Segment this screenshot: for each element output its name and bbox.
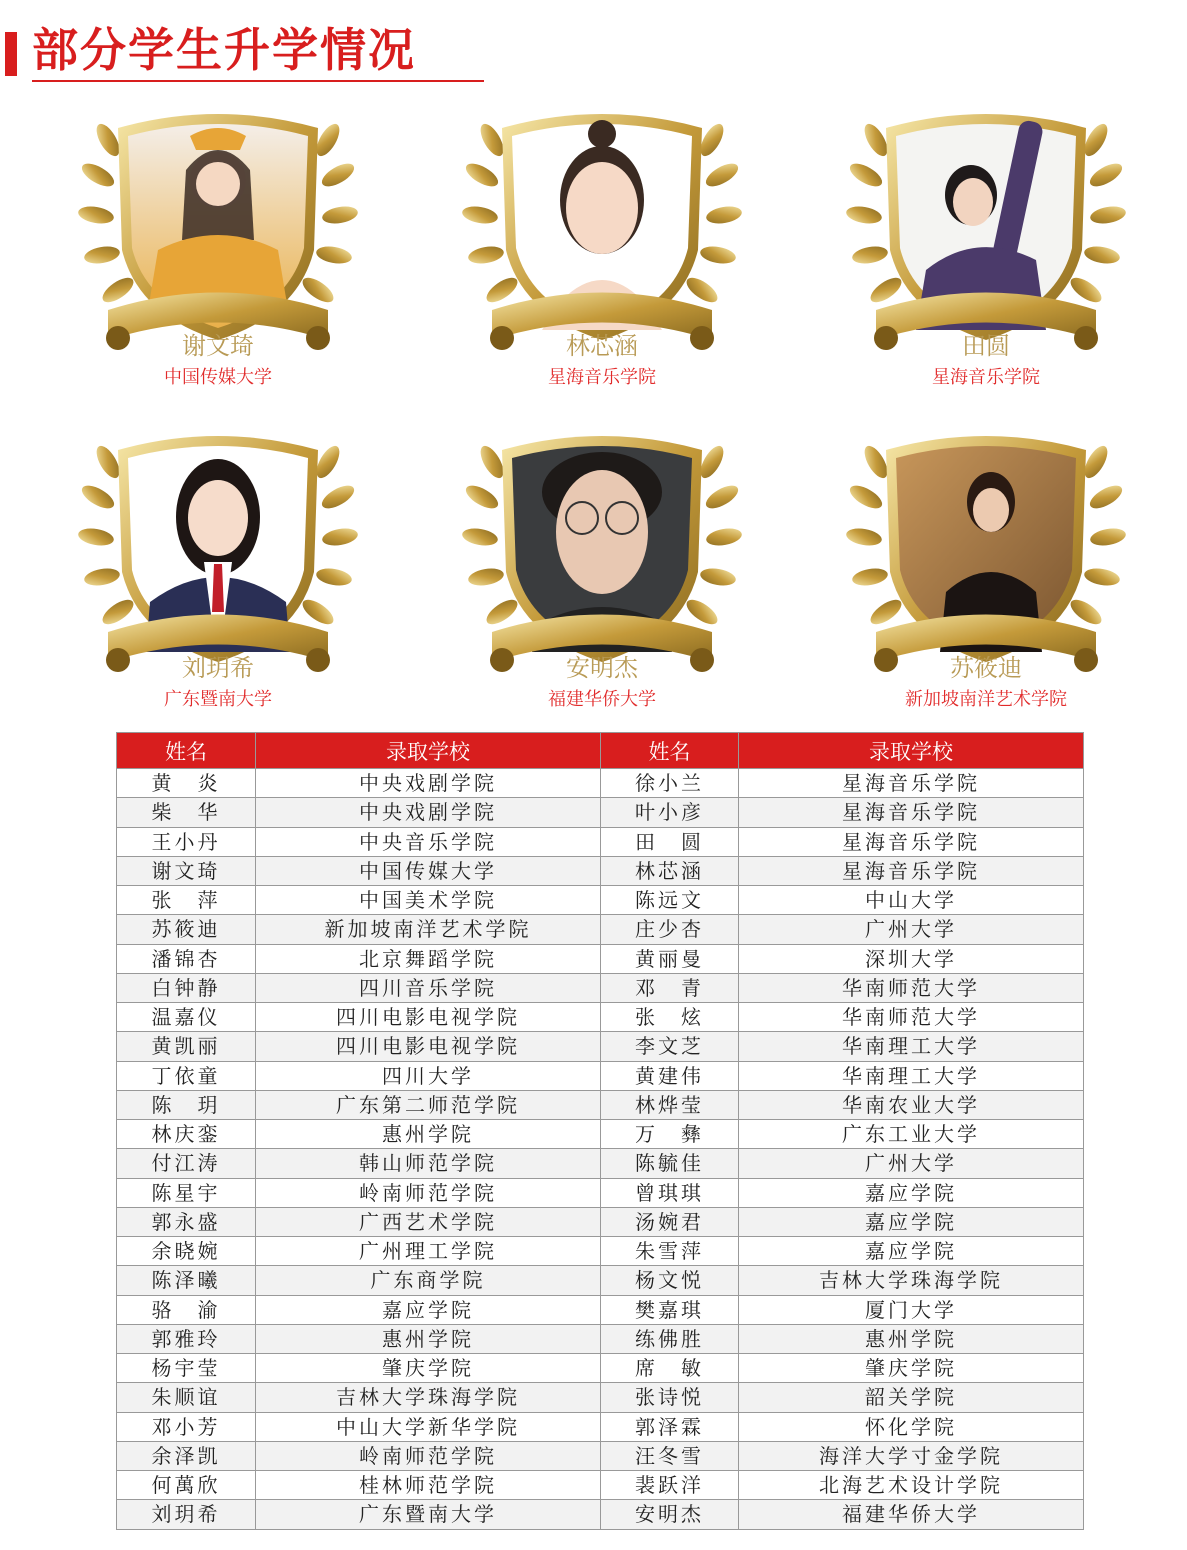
cell-school: 广东暨南大学 bbox=[256, 1500, 601, 1529]
title-underline bbox=[32, 80, 484, 82]
cell-school: 嘉应学院 bbox=[256, 1295, 601, 1324]
cell-name: 田 圆 bbox=[601, 827, 739, 856]
cell-name: 黄丽曼 bbox=[601, 944, 739, 973]
cell-name: 汤婉君 bbox=[601, 1207, 739, 1236]
table-row bbox=[117, 1207, 1084, 1236]
laurel-shield-frame bbox=[78, 422, 358, 682]
cell-name: 庄少杏 bbox=[601, 915, 739, 944]
cell-name: 李文芝 bbox=[601, 1032, 739, 1061]
cell-school: 海洋大学寸金学院 bbox=[739, 1441, 1084, 1470]
cell-school: 华南师范大学 bbox=[739, 1003, 1084, 1032]
table-row bbox=[117, 1354, 1084, 1383]
cell-school: 中央戏剧学院 bbox=[256, 798, 601, 827]
cell-name: 林庆銮 bbox=[117, 1120, 256, 1149]
cell-name: 林芯涵 bbox=[601, 856, 739, 885]
cell-school: 中山大学新华学院 bbox=[256, 1412, 601, 1441]
cell-name: 何萬欣 bbox=[117, 1471, 256, 1500]
cell-school: 惠州学院 bbox=[256, 1120, 601, 1149]
cell-name: 张 萍 bbox=[117, 886, 256, 915]
table-row bbox=[117, 1120, 1084, 1149]
cell-name: 郭雅玲 bbox=[117, 1324, 256, 1353]
student-school: 新加坡南洋艺术学院 bbox=[905, 689, 1067, 710]
cell-school: 四川大学 bbox=[256, 1061, 601, 1090]
cell-name: 骆 渝 bbox=[117, 1295, 256, 1324]
cell-school: 广州理工学院 bbox=[256, 1237, 601, 1266]
table-row bbox=[117, 886, 1084, 915]
cell-name: 余晓婉 bbox=[117, 1237, 256, 1266]
cell-name: 陈毓佳 bbox=[601, 1149, 739, 1178]
student-card bbox=[78, 100, 358, 400]
cell-name: 谢文琦 bbox=[117, 856, 256, 885]
cell-school: 嘉应学院 bbox=[739, 1178, 1084, 1207]
cell-name: 邓小芳 bbox=[117, 1412, 256, 1441]
laurel-shield-frame bbox=[462, 422, 742, 682]
cell-name: 林烨莹 bbox=[601, 1090, 739, 1119]
cell-name: 黄凯丽 bbox=[117, 1032, 256, 1061]
student-school: 星海音乐学院 bbox=[548, 367, 656, 388]
cell-name: 邓 青 bbox=[601, 973, 739, 1002]
cell-school: 中国美术学院 bbox=[256, 886, 601, 915]
cell-name: 丁依童 bbox=[117, 1061, 256, 1090]
table-row bbox=[117, 856, 1084, 885]
cell-school: 四川电影电视学院 bbox=[256, 1003, 601, 1032]
cell-school: 北海艺术设计学院 bbox=[739, 1471, 1084, 1500]
student-card bbox=[462, 422, 742, 722]
table-row bbox=[117, 1003, 1084, 1032]
student-school: 福建华侨大学 bbox=[548, 689, 656, 710]
table-row bbox=[117, 1295, 1084, 1324]
cell-name: 曾琪琪 bbox=[601, 1178, 739, 1207]
cell-school: 怀化学院 bbox=[739, 1412, 1084, 1441]
cell-school: 韩山师范学院 bbox=[256, 1149, 601, 1178]
cell-school: 肇庆学院 bbox=[739, 1354, 1084, 1383]
cell-name: 郭永盛 bbox=[117, 1207, 256, 1236]
cell-name: 陈 玥 bbox=[117, 1090, 256, 1119]
cell-name: 徐小兰 bbox=[601, 769, 739, 798]
cell-school: 星海音乐学院 bbox=[739, 856, 1084, 885]
laurel-shield-frame bbox=[78, 100, 358, 360]
laurel-shield-frame bbox=[846, 422, 1126, 682]
title-accent-bar bbox=[5, 32, 17, 76]
cell-name: 余泽凯 bbox=[117, 1441, 256, 1470]
cell-name: 张 炫 bbox=[601, 1003, 739, 1032]
laurel-shield-frame bbox=[462, 100, 742, 360]
cell-name: 付江涛 bbox=[117, 1149, 256, 1178]
cell-name: 朱雪萍 bbox=[601, 1237, 739, 1266]
laurel-shield-frame bbox=[846, 100, 1126, 360]
cell-school: 桂林师范学院 bbox=[256, 1471, 601, 1500]
student-name: 林芯涵 bbox=[566, 332, 638, 360]
cell-name: 杨文悦 bbox=[601, 1266, 739, 1295]
student-name: 田圆 bbox=[962, 332, 1010, 360]
cell-name: 朱顺谊 bbox=[117, 1383, 256, 1412]
student-name: 苏筱迪 bbox=[950, 654, 1022, 682]
table-row bbox=[117, 798, 1084, 827]
cell-name: 万 彝 bbox=[601, 1120, 739, 1149]
table-row bbox=[117, 769, 1084, 798]
cell-school: 华南理工大学 bbox=[739, 1061, 1084, 1090]
cell-school: 广东第二师范学院 bbox=[256, 1090, 601, 1119]
cell-school: 深圳大学 bbox=[739, 944, 1084, 973]
table-row bbox=[117, 1237, 1084, 1266]
table-row bbox=[117, 1090, 1084, 1119]
cell-name: 陈星宇 bbox=[117, 1178, 256, 1207]
cell-name: 王小丹 bbox=[117, 827, 256, 856]
cell-name: 樊嘉琪 bbox=[601, 1295, 739, 1324]
student-name: 谢文琦 bbox=[182, 332, 254, 360]
cell-name: 杨宇莹 bbox=[117, 1354, 256, 1383]
cell-name: 裴跃洋 bbox=[601, 1471, 739, 1500]
cell-school: 吉林大学珠海学院 bbox=[739, 1266, 1084, 1295]
cell-name: 温嘉仪 bbox=[117, 1003, 256, 1032]
cell-school: 广东商学院 bbox=[256, 1266, 601, 1295]
cell-school: 中国传媒大学 bbox=[256, 856, 601, 885]
table-row bbox=[117, 1061, 1084, 1090]
cell-name: 张诗悦 bbox=[601, 1383, 739, 1412]
table-row bbox=[117, 827, 1084, 856]
student-card bbox=[846, 422, 1126, 722]
cell-school: 新加坡南洋艺术学院 bbox=[256, 915, 601, 944]
student-card bbox=[78, 422, 358, 722]
student-name: 刘玥希 bbox=[182, 654, 254, 682]
cell-name: 安明杰 bbox=[601, 1500, 739, 1529]
cell-school: 肇庆学院 bbox=[256, 1354, 601, 1383]
table-row bbox=[117, 1412, 1084, 1441]
table-row bbox=[117, 1266, 1084, 1295]
cell-school: 四川电影电视学院 bbox=[256, 1032, 601, 1061]
cell-name: 柴 华 bbox=[117, 798, 256, 827]
cell-name: 白钟静 bbox=[117, 973, 256, 1002]
table-row bbox=[117, 973, 1084, 1002]
cell-name: 黄 炎 bbox=[117, 769, 256, 798]
header-name: 姓名 bbox=[601, 733, 739, 769]
table-row bbox=[117, 915, 1084, 944]
header-school: 录取学校 bbox=[739, 733, 1084, 769]
student-school: 中国传媒大学 bbox=[164, 367, 272, 388]
cell-name: 陈泽曦 bbox=[117, 1266, 256, 1295]
cell-school: 韶关学院 bbox=[739, 1383, 1084, 1412]
table-row bbox=[117, 1383, 1084, 1412]
header-school: 录取学校 bbox=[256, 733, 601, 769]
cell-name: 陈远文 bbox=[601, 886, 739, 915]
cell-school: 华南农业大学 bbox=[739, 1090, 1084, 1119]
cell-school: 四川音乐学院 bbox=[256, 973, 601, 1002]
student-school: 星海音乐学院 bbox=[932, 367, 1040, 388]
cell-school: 广西艺术学院 bbox=[256, 1207, 601, 1236]
table-row bbox=[117, 1032, 1084, 1061]
cell-school: 嘉应学院 bbox=[739, 1237, 1084, 1266]
cell-school: 星海音乐学院 bbox=[739, 798, 1084, 827]
cell-school: 广东工业大学 bbox=[739, 1120, 1084, 1149]
student-name: 安明杰 bbox=[566, 654, 638, 682]
cell-school: 福建华侨大学 bbox=[739, 1500, 1084, 1529]
student-card bbox=[846, 100, 1126, 400]
page-title: 部分学生升学情况 bbox=[32, 23, 416, 77]
table-row bbox=[117, 1324, 1084, 1353]
cell-school: 厦门大学 bbox=[739, 1295, 1084, 1324]
cell-name: 苏筱迪 bbox=[117, 915, 256, 944]
table-body bbox=[117, 769, 1084, 1530]
table-row bbox=[117, 1149, 1084, 1178]
cell-school: 广州大学 bbox=[739, 915, 1084, 944]
cell-name: 黄建伟 bbox=[601, 1061, 739, 1090]
table-row bbox=[117, 1500, 1084, 1529]
cell-school: 中央音乐学院 bbox=[256, 827, 601, 856]
cell-school: 华南理工大学 bbox=[739, 1032, 1084, 1061]
cell-school: 星海音乐学院 bbox=[739, 827, 1084, 856]
cell-name: 郭泽霖 bbox=[601, 1412, 739, 1441]
cell-school: 广州大学 bbox=[739, 1149, 1084, 1178]
admission-table bbox=[116, 732, 1084, 1530]
cell-school: 惠州学院 bbox=[256, 1324, 601, 1353]
cell-name: 叶小彦 bbox=[601, 798, 739, 827]
table-row bbox=[117, 944, 1084, 973]
student-school: 广东暨南大学 bbox=[164, 689, 272, 710]
cell-school: 北京舞蹈学院 bbox=[256, 944, 601, 973]
cell-school: 嘉应学院 bbox=[739, 1207, 1084, 1236]
student-card bbox=[462, 100, 742, 400]
table-row bbox=[117, 1178, 1084, 1207]
cell-school: 华南师范大学 bbox=[739, 973, 1084, 1002]
cell-name: 潘锦杏 bbox=[117, 944, 256, 973]
cell-school: 中山大学 bbox=[739, 886, 1084, 915]
table-row bbox=[117, 1471, 1084, 1500]
table-header-row bbox=[117, 733, 1084, 769]
table-row bbox=[117, 1441, 1084, 1470]
cell-name: 刘玥希 bbox=[117, 1500, 256, 1529]
header-name: 姓名 bbox=[117, 733, 256, 769]
cell-school: 岭南师范学院 bbox=[256, 1441, 601, 1470]
cell-school: 惠州学院 bbox=[739, 1324, 1084, 1353]
cell-name: 汪冬雪 bbox=[601, 1441, 739, 1470]
cell-name: 练佛胜 bbox=[601, 1324, 739, 1353]
cell-school: 中央戏剧学院 bbox=[256, 769, 601, 798]
cell-school: 星海音乐学院 bbox=[739, 769, 1084, 798]
cell-school: 岭南师范学院 bbox=[256, 1178, 601, 1207]
cell-school: 吉林大学珠海学院 bbox=[256, 1383, 601, 1412]
cell-name: 席 敏 bbox=[601, 1354, 739, 1383]
